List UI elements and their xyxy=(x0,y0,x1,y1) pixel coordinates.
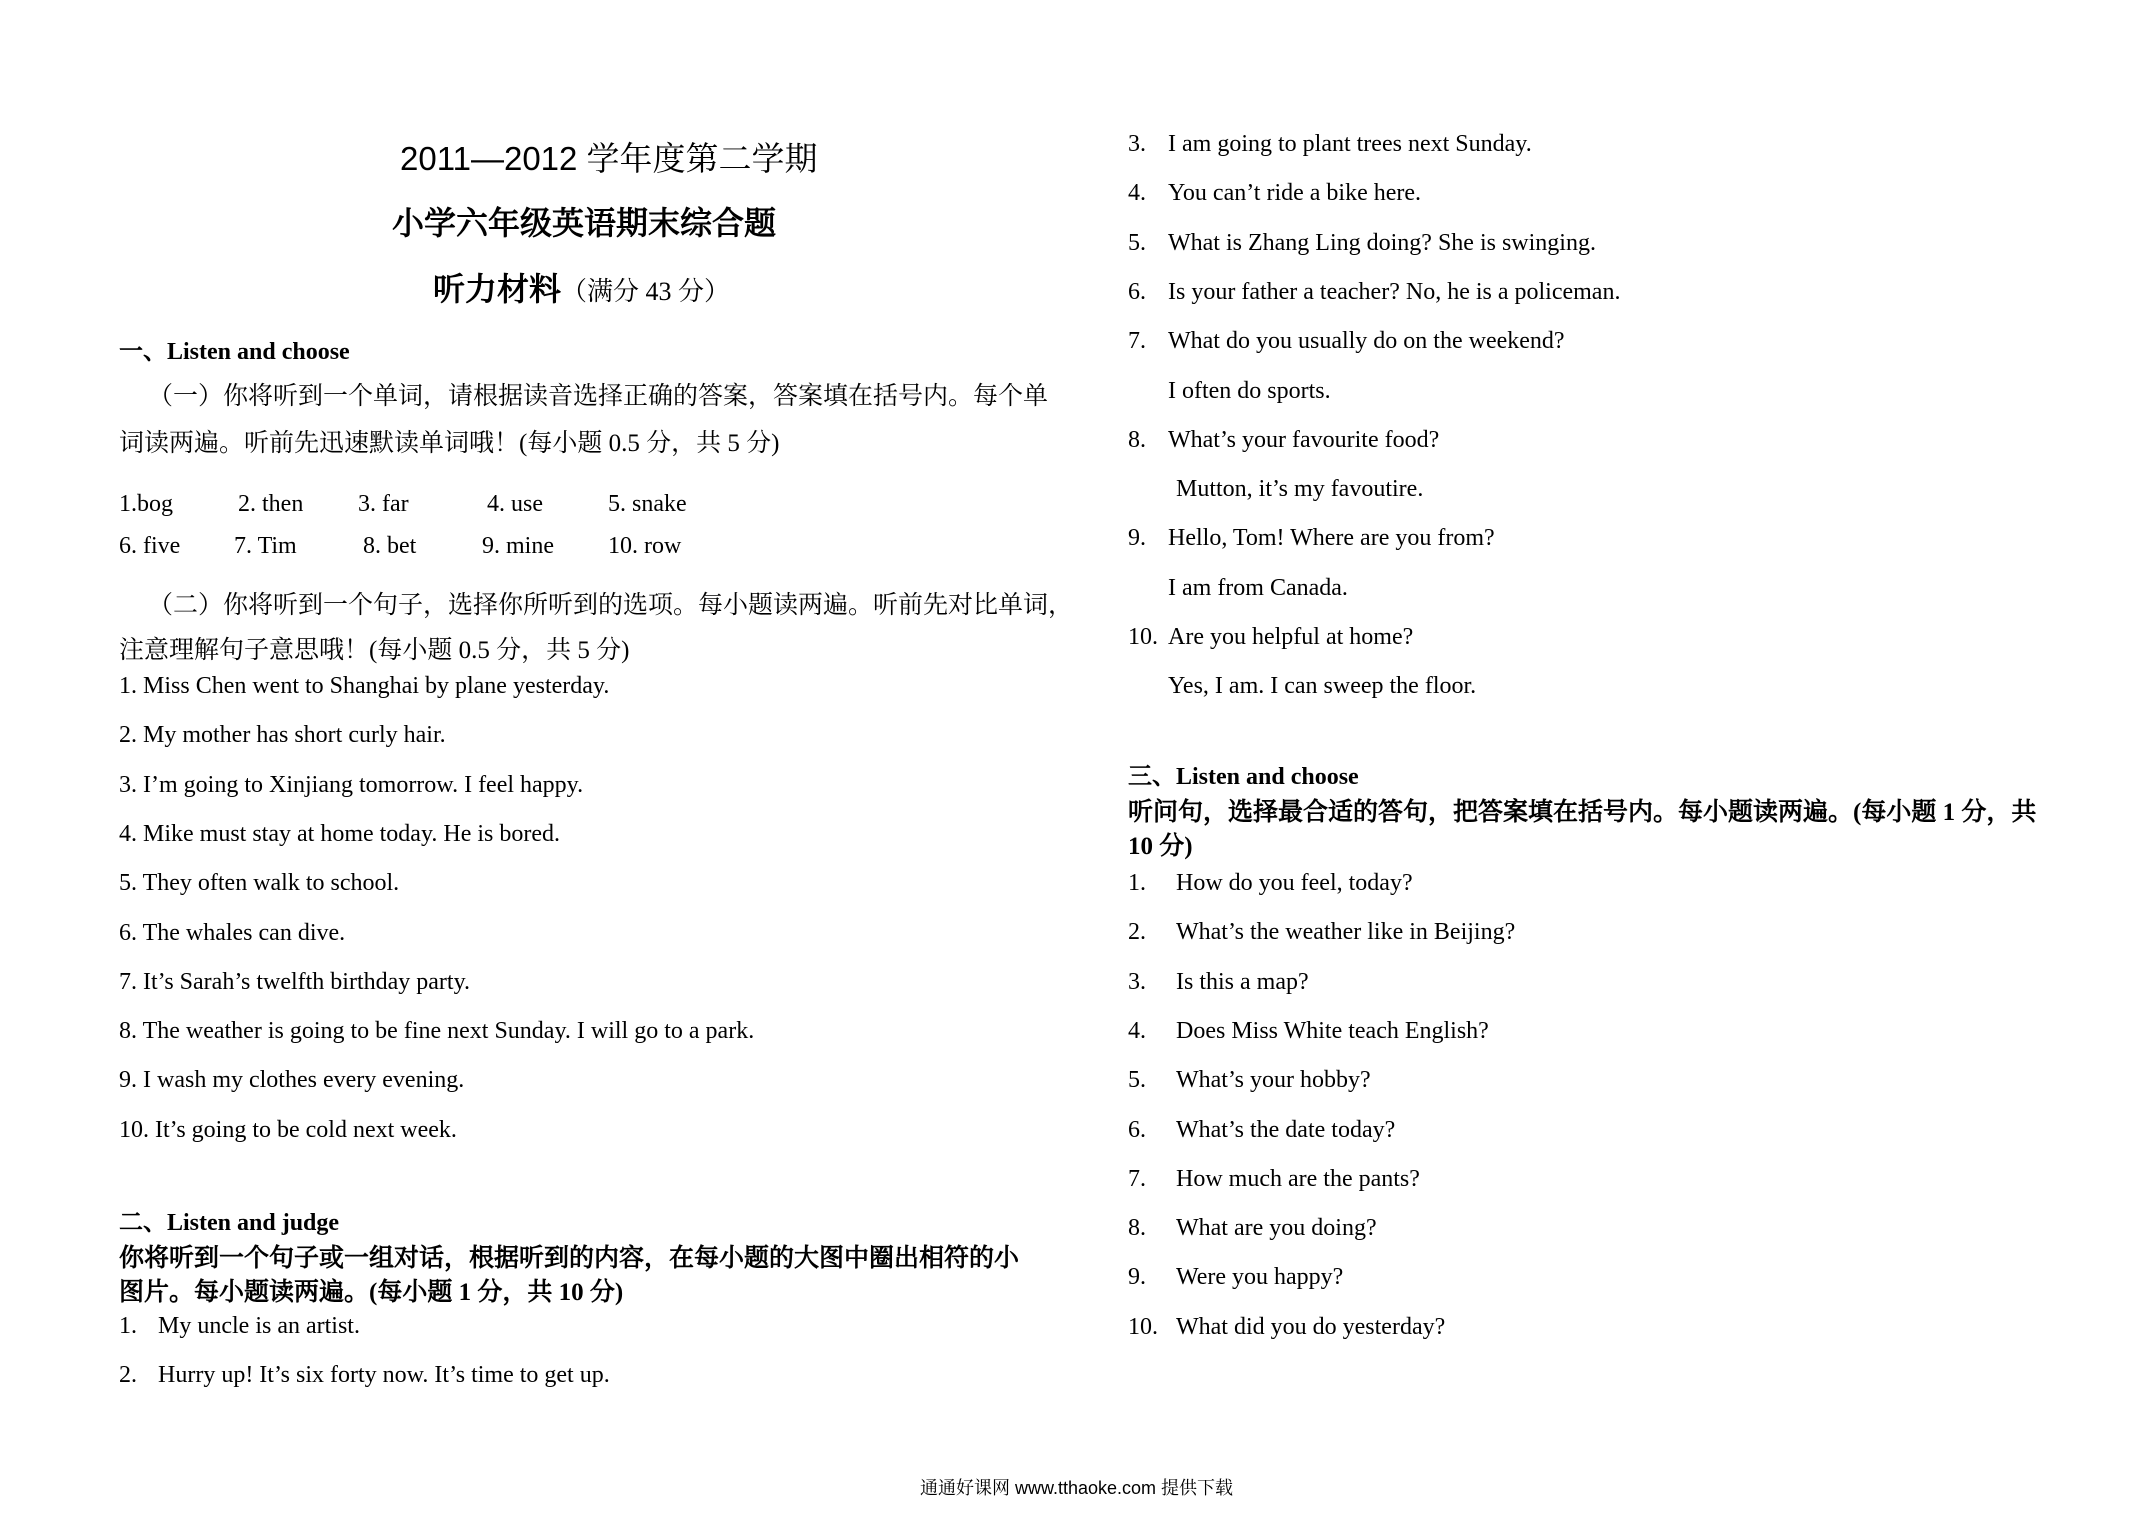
term-title: 2011—2012 学年度第二学期 xyxy=(400,140,818,177)
item-text: Are you helpful at home? xyxy=(1168,624,1414,650)
item-text: What did you do yesterday? xyxy=(1176,1313,1446,1340)
item-text: What’s the weather like in Beijing? xyxy=(1176,919,1516,946)
sentence-item: 4. Mike must stay at home today. He is bored. xyxy=(119,820,561,847)
part1-sub2-instruction-line2: 注意理解句子意思哦！(每小题 0.5 分，共 5 分) xyxy=(119,637,630,664)
item-number: 6. xyxy=(1128,1116,1146,1143)
word-item: 10. row xyxy=(608,533,682,559)
item-number: 10. xyxy=(1128,624,1158,650)
sentence-item: 8. The weather is going to be fine next Sunday. I will go to a park. xyxy=(119,1018,755,1045)
word-item: 2. then xyxy=(238,491,304,517)
sentence-item: 2. My mother has short curly hair. xyxy=(119,722,446,749)
sentence-item: 1. Miss Chen went to Shanghai by plane yesterday. xyxy=(119,673,610,699)
item-number: 4. xyxy=(1128,180,1146,207)
item-text: What is Zhang Ling doing? She is swinging. xyxy=(1168,229,1596,256)
part2-heading: 二、Listen and judge xyxy=(119,1210,340,1236)
section-title-main: 听力材料 xyxy=(433,271,562,307)
item-text: What’s your favourite food? xyxy=(1168,426,1440,453)
item-text: Mutton, it’s my favoutire. xyxy=(1176,476,1424,503)
sentence-item: 6. The whales can dive. xyxy=(119,919,346,946)
item-text: Were you happy? xyxy=(1176,1264,1344,1291)
item-text: Hurry up! It’s six forty now. It’s time to get up. xyxy=(158,1362,610,1388)
item-text: Hello, Tom! Where are you from? xyxy=(1168,525,1495,552)
part1-sub1-instruction-line1: （一）你将听到一个单词，请根据读音选择正确的答案，答案填在括号内。每个单 xyxy=(148,383,1049,410)
item-text: Does Miss White teach English? xyxy=(1176,1017,1489,1044)
item-text: How much are the pants? xyxy=(1176,1165,1420,1192)
section-score: （满分 43 分） xyxy=(561,277,731,306)
item-number: 9. xyxy=(1128,525,1146,552)
part1-sub1-instruction-line2: 词读两遍。听前先迅速默读单词哦！(每小题 0.5 分，共 5 分) xyxy=(119,430,780,457)
item-number: 4. xyxy=(1128,1017,1146,1044)
item-text: What’s the date today? xyxy=(1176,1116,1396,1143)
word-item: 6. five xyxy=(119,533,181,559)
sentence-item: 7. It’s Sarah’s twelfth birthday party. xyxy=(119,968,471,995)
item-number: 8. xyxy=(1128,1215,1146,1242)
item-text: What are you doing? xyxy=(1176,1215,1377,1242)
item-number: 3. xyxy=(1128,968,1146,995)
part1-heading: 一、Listen and choose xyxy=(119,339,350,365)
item-number: 2. xyxy=(119,1362,137,1388)
part2-instruction-line2: 图片。每小题读两遍。(每小题 1 分，共 10 分) xyxy=(119,1279,624,1306)
item-text: You can’t ride a bike here. xyxy=(1168,180,1422,207)
sentence-item: 10. It’s going to be cold next week. xyxy=(119,1116,457,1143)
item-text: How do you feel, today? xyxy=(1176,870,1413,896)
item-number: 7. xyxy=(1128,1165,1146,1192)
item-number: 5. xyxy=(1128,229,1146,256)
part3-instruction-line1: 听问句，选择最合适的答句，把答案填在括号内。每小题读两遍。(每小题 1 分，共 xyxy=(1128,799,2037,826)
sentence-item: 9. I wash my clothes every evening. xyxy=(119,1067,465,1094)
word-item: 8. bet xyxy=(363,533,417,559)
item-text: Is this a map? xyxy=(1176,968,1309,995)
part2-instruction-line1: 你将听到一个句子或一组对话，根据听到的内容，在每小题的大图中圈出相符的小 xyxy=(119,1245,1020,1272)
item-number: 10. xyxy=(1128,1313,1158,1340)
item-text: My uncle is an artist. xyxy=(158,1313,360,1339)
word-item: 9. mine xyxy=(482,533,554,559)
item-number: 5. xyxy=(1128,1067,1146,1094)
word-item: 3. far xyxy=(358,491,409,517)
part3-instruction-line2: 10 分) xyxy=(1128,833,1193,860)
item-number: 1. xyxy=(119,1313,137,1339)
item-number: 1. xyxy=(1128,870,1146,896)
word-item: 7. Tim xyxy=(234,533,297,559)
word-item: 1.bog xyxy=(119,491,173,517)
word-item: 5. snake xyxy=(608,491,687,517)
item-text: What’s your hobby? xyxy=(1176,1067,1371,1094)
part3-heading: 三、Listen and choose xyxy=(1128,764,1359,790)
item-text: I am from Canada. xyxy=(1168,574,1348,601)
item-number: 2. xyxy=(1128,919,1146,946)
exam-title: 小学六年级英语期末综合题 xyxy=(392,205,777,241)
item-number: 7. xyxy=(1128,328,1146,355)
item-text: Is your father a teacher? No, he is a policeman. xyxy=(1168,278,1621,305)
part1-sub2-instruction-line1: （二）你将听到一个句子，选择你所听到的选项。每小题读两遍。听前先对比单词， xyxy=(148,592,1074,619)
item-text: What do you usually do on the weekend? xyxy=(1168,328,1565,355)
item-text: I often do sports. xyxy=(1168,377,1331,404)
section-title xyxy=(433,264,730,310)
item-number: 9. xyxy=(1128,1264,1146,1291)
item-number: 3. xyxy=(1128,131,1146,157)
sentence-item: 3. I’m going to Xinjiang tomorrow. I feel happy. xyxy=(119,771,584,798)
footer-source: 通通好课网 www.tthaoke.com 提供下载 xyxy=(920,1478,1234,1498)
item-number: 8. xyxy=(1128,426,1146,453)
word-item: 4. use xyxy=(487,491,543,517)
item-text: Yes, I am. I can sweep the floor. xyxy=(1168,673,1477,700)
item-text: I am going to plant trees next Sunday. xyxy=(1168,131,1532,157)
sentence-item: 5. They often walk to school. xyxy=(119,870,400,897)
item-number: 6. xyxy=(1128,278,1146,305)
